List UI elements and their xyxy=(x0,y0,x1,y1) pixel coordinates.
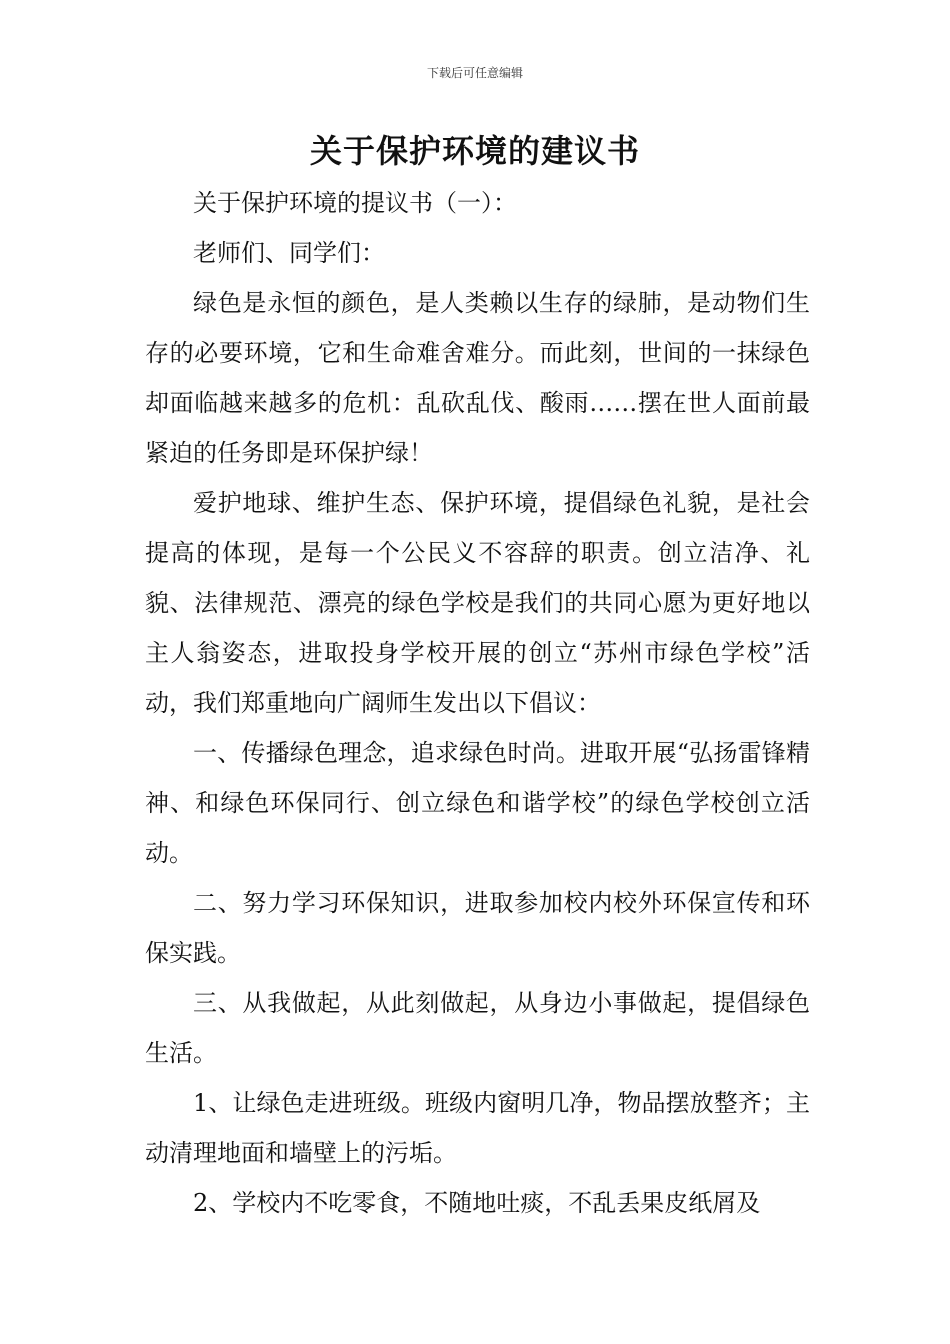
page-header-note: 下载后可任意编辑 xyxy=(426,66,523,80)
paragraph-subtitle: 关于保护环境的提议书（一）： xyxy=(193,189,517,217)
paragraph: 爱护地球、维护生态、保护环境，提倡绿色礼貌，是社会提高的体现，是每一个公民义不容辞的职责。创立洁净、礼貌、法律规范、漂亮的绿色学校是我们的共同心愿为更好地以主人翁姿态，进取投身学校开展的创立“苏州市绿色学校”活动，我们郑重地向广阔师生发出以下倡议： xyxy=(145,489,810,717)
paragraph: 绿色是永恒的颜色，是人类赖以生存的绿肺，是动物们生存的必要环境，它和生命难舍难分。而此刻，世间的一抹绿色却面临越来越多的危机：乱砍乱伐、酸雨……摆在世人面前最紧迫的任务即是环保护绿！ xyxy=(145,289,810,467)
paragraph: 1、让绿色走进班级。班级内窗明几净，物品摆放整齐；主动清理地面和墙壁上的污垢。 xyxy=(145,1089,810,1167)
paragraph: 二、努力学习环保知识，进取参加校内校外环保宣传和环保实践。 xyxy=(145,889,810,967)
paragraph: 三、从我做起，从此刻做起，从身边小事做起，提倡绿色生活。 xyxy=(145,989,810,1067)
paragraph: 一、传播绿色理念，追求绿色时尚。进取开展“弘扬雷锋精神、和绿色环保同行、创立绿色和谐学校”的绿色学校创立活动。 xyxy=(145,739,810,867)
document-body xyxy=(145,178,810,1228)
document-title: 关于保护环境的建议书 xyxy=(309,132,640,170)
paragraph: 2、学校内不吃零食，不随地吐痰，不乱丢果皮纸屑及 xyxy=(193,1189,761,1217)
paragraph-salutation: 老师们、同学们： xyxy=(193,239,385,267)
